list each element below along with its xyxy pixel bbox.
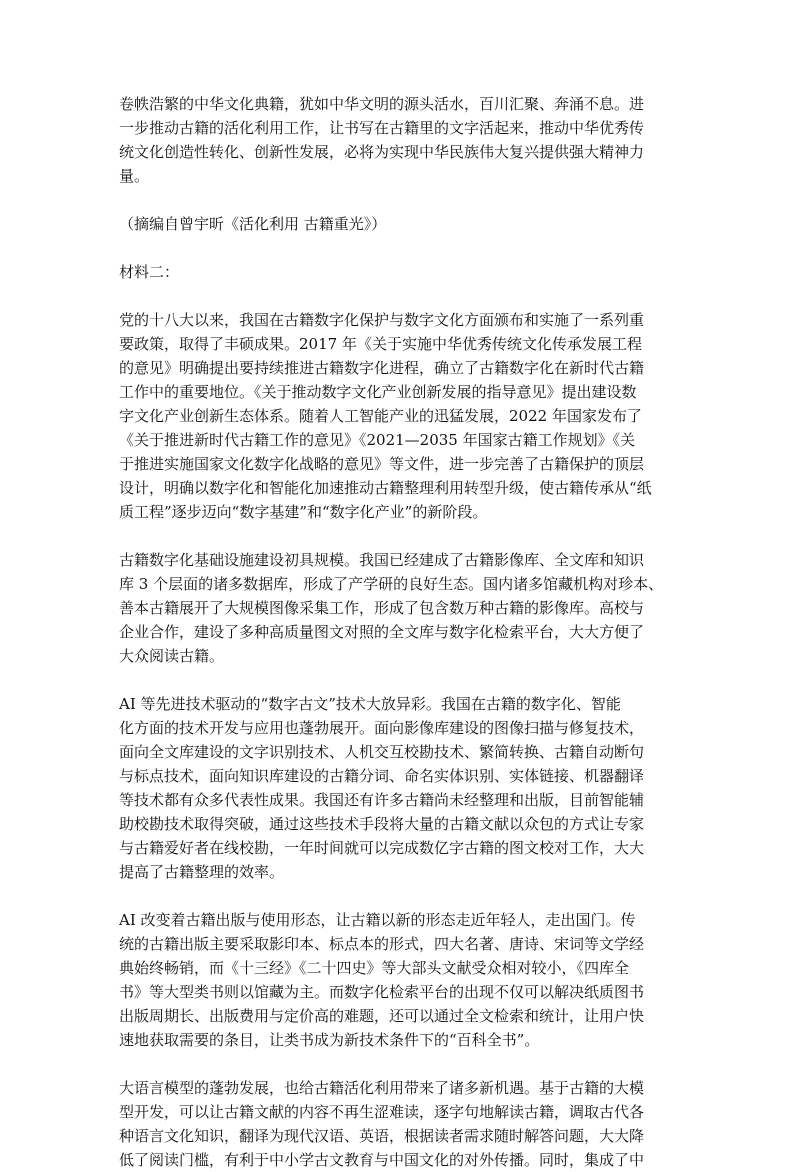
text-line: 与标点技术，面向知识库建设的古籍分词、命名实体识别、实体链接、机器翻译 [119,767,645,785]
text-line: 企业合作，建设了多种高质量图文对照的全文库与数字化检索平台，大大方便了 [119,623,645,641]
text-line: 要政策，取得了丰硕成果。2017 年《关于实施中华优秀传统文化传承发展工程 [119,335,642,353]
text-line: 速地获取需要的条目，让类书成为新技术条件下的“百科全书”。 [119,1031,540,1049]
text-line: 工作中的重要地位。《关于推动数字文化产业创新发展的指导意见》提出建设数 [119,383,637,401]
text-line: 统文化创造性转化、创新性发展，必将为实现中华民族伟大复兴提供强大精神力 [119,143,645,161]
text-line: 典始终畅销，而《十三经》《二十四史》等大部头文献受众相对较小，《四库全 [119,959,630,977]
text-line: 面向全文库建设的文字识别技术、人机交互校勘技术、繁简转换、古籍自动断句 [119,743,645,761]
text-line: 善本古籍展开了大规模图像采集工作，形成了包含数万种古籍的影像库。高校与 [119,599,645,617]
text-line: 出版周期长、出版费用与定价高的难题，还可以通过全文检索和统计，让用户快 [119,1007,645,1025]
paragraph-policy [119,308,676,524]
source-note [119,212,676,236]
text-line: 型开发，可以让古籍文献的内容不再生涩难读，逐字句地解读古籍，调取古代各 [119,1103,645,1121]
text-line: AI 等先进技术驱动的“数字古文”技术大放异彩。我国在古籍的数字化、智能 [119,695,621,713]
text-line: 大众阅读古籍。 [119,647,225,665]
text-line: 量。 [119,167,150,185]
paragraph-ai-technology [119,692,676,884]
paragraph-publishing [119,908,676,1052]
text-line: 字文化产业创新生态体系。随着人工智能产业的迅猛发展，2022 年国家发布了 [119,407,642,425]
text-line: 统的古籍出版主要采取影印本、标点本的形式，四大名著、唐诗、宋词等文学经 [119,935,645,953]
text-line: 种语言文化知识，翻译为现代汉语、英语，根据读者需求随时解答问题，大大降 [119,1127,645,1145]
text-line: 书》等大型类书则以馆藏为主。而数字化检索平台的出现不仅可以解决纸质图书 [119,983,645,1001]
text-line: 等技术都有众多代表性成果。我国还有许多古籍尚未经整理和出版，目前智能辅 [119,791,645,809]
section-heading-text: 材料二： [119,263,180,281]
text-line: 提高了古籍整理的效率。 [119,863,285,881]
text-line: 设计，明确以数字化和智能化加速推动古籍整理利用转型升级，使古籍传承从“纸 [119,479,652,497]
text-line: 低了阅读门槛，有利于中小学古文教育与中国文化的对外传播。同时，集成了中 [119,1151,645,1169]
text-line: 党的十八大以来，我国在古籍数字化保护与数字文化方面颁布和实施了一系列重 [119,311,645,329]
text-line: 与古籍爱好者在线校勘，一年时间就可以完成数亿字古籍的图文校对工作，大大 [119,839,645,857]
text-line: 《关于推进新时代古籍工作的意见》《2021—2035 年国家古籍工作规划》《关 [119,431,636,449]
text-line: 一步推动古籍的活化利用工作，让书写在古籍里的文字活起来，推动中华优秀传 [119,119,645,137]
text-line: 助校勘技术取得突破，通过这些技术手段将大量的古籍文献以众包的方式让专家 [119,815,645,833]
section-heading [119,260,676,284]
paragraph-infrastructure [119,548,676,668]
intro-paragraph [119,92,676,188]
text-line: 质工程”逐步迈向“数字基建”和“数字化产业”的新阶段。 [119,503,488,521]
text-line: 古籍数字化基础设施建设初具规模。我国已经建成了古籍影像库、全文库和知识 [119,551,645,569]
text-line: 的意见》明确提出要持续推进古籍数字化进程，确立了古籍数字化在新时代古籍 [119,359,645,377]
document-page [119,92,676,1172]
source-note-text: （摘编自曾宇昕《活化利用 古籍重光》） [119,215,387,233]
text-line: AI 改变着古籍出版与使用形态，让古籍以新的形态走近年轻人，走出国门。传 [119,911,636,929]
text-line: 大语言模型的蓬勃发展，也给古籍活化利用带来了诸多新机遇。基于古籍的大模 [119,1079,645,1097]
text-line: 于推进实施国家文化数字化战略的意见》等文件，进一步完善了古籍保护的顶层 [119,455,645,473]
paragraph-llm [119,1076,676,1172]
text-line: 库 3 个层面的诸多数据库，形成了产学研的良好生态。国内诸多馆藏机构对珍本、 [119,575,664,593]
text-line: 化方面的技术开发与应用也蓬勃展开。面向影像库建设的图像扫描与修复技术， [119,719,645,737]
text-line: 卷帙浩繁的中华文化典籍，犹如中华文明的源头活水，百川汇聚、奔涌不息。进 [119,95,645,113]
